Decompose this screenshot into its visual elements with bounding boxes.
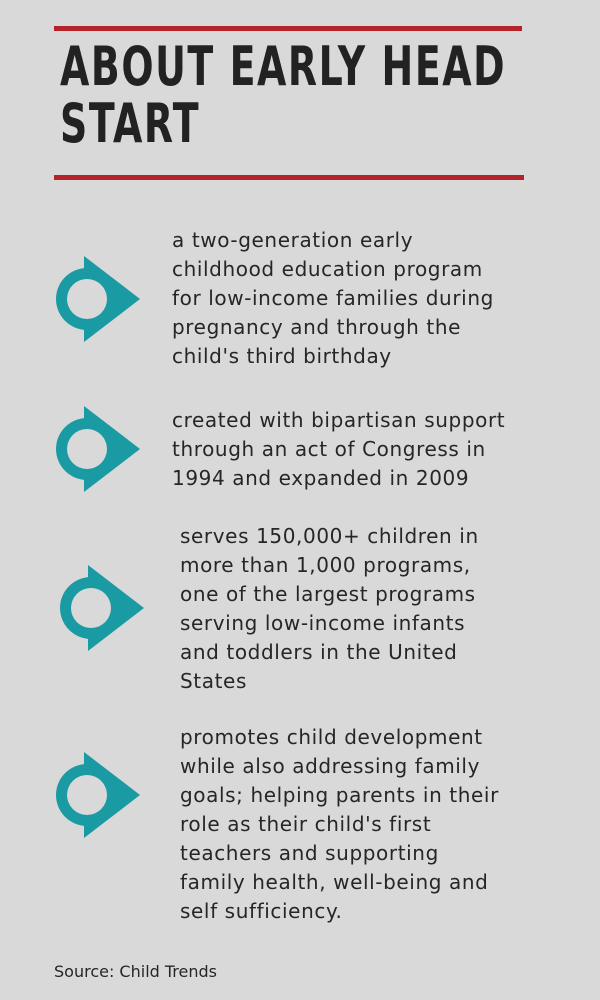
- source-citation: Source: Child Trends: [54, 962, 217, 981]
- fact-4-line-5: teachers and supporting: [180, 841, 439, 865]
- fact-4-line-2: while also addressing family: [180, 754, 481, 778]
- fact-3-line-6: States: [180, 669, 247, 693]
- top-divider: [54, 26, 522, 31]
- fact-1-line-5: child's third birthday: [172, 344, 392, 368]
- fact-1-line-4: pregnancy and through the: [172, 315, 462, 339]
- circle-arrow-marker-icon: [54, 752, 140, 838]
- fact-3-line-2: more than 1,000 programs,: [180, 553, 471, 577]
- fact-4-line-6: family health, well-being and: [180, 870, 489, 894]
- fact-1-line-1: a two-generation early: [172, 228, 414, 252]
- fact-4-line-1: promotes child development: [180, 725, 483, 749]
- fact-text-3: [180, 522, 479, 696]
- circle-arrow-marker-icon: [58, 565, 144, 651]
- fact-4-line-3: goals; helping parents in their: [180, 783, 499, 807]
- fact-3-line-1: serves 150,000+ children in: [180, 524, 479, 548]
- fact-1-line-2: childhood education program: [172, 257, 483, 281]
- bottom-divider: [54, 175, 524, 180]
- page-title: ABOUT EARLY HEAD START: [60, 35, 507, 155]
- fact-text-4: [180, 723, 499, 926]
- fact-1-line-3: for low-income families during: [172, 286, 494, 310]
- fact-text-2: [172, 406, 505, 493]
- fact-3-line-4: serving low-income infants: [180, 611, 466, 635]
- fact-3-line-5: and toddlers in the United: [180, 640, 458, 664]
- circle-arrow-marker-icon: [54, 256, 140, 342]
- fact-2-line-2: through an act of Congress in: [172, 437, 486, 461]
- circle-arrow-marker-icon: [54, 406, 140, 492]
- fact-3-line-3: one of the largest programs: [180, 582, 476, 606]
- fact-4-line-4: role as their child's first: [180, 812, 432, 836]
- fact-text-1: [172, 226, 494, 371]
- fact-4-line-7: self sufficiency.: [180, 899, 343, 923]
- fact-2-line-1: created with bipartisan support: [172, 408, 506, 432]
- fact-2-line-3: 1994 and expanded in 2009: [172, 466, 470, 490]
